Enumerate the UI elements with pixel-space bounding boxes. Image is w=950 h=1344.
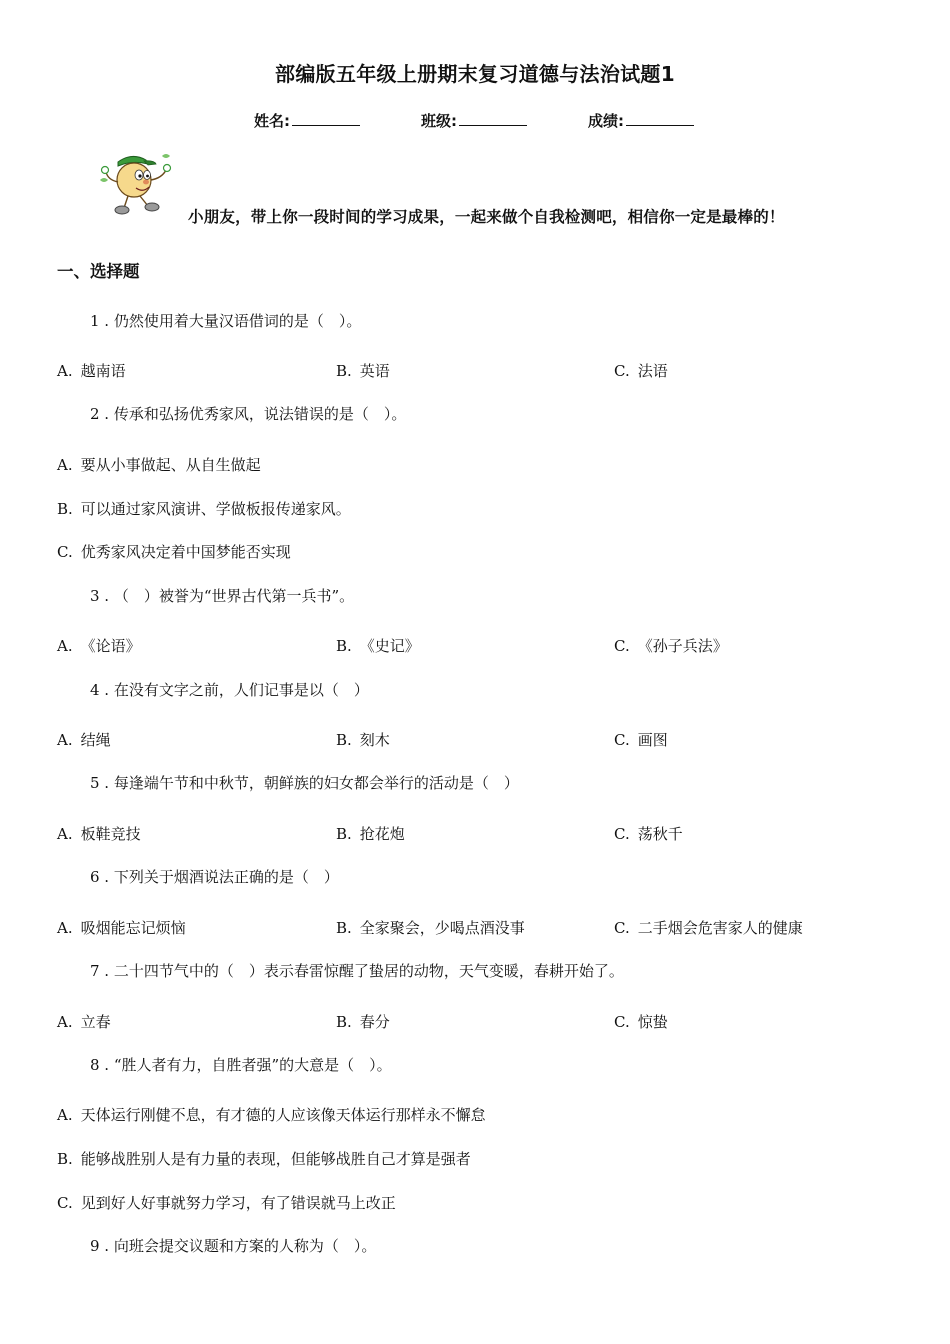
option-a[interactable]: A. 天体运行刚健不息，有才德的人应该像天体运行那样永不懈怠 bbox=[57, 1106, 486, 1124]
option-c[interactable]: C. 画图 bbox=[614, 731, 668, 749]
option-b[interactable]: B. 抢花炮 bbox=[336, 825, 405, 843]
page-title: 部编版五年级上册期末复习道德与法治试题1 bbox=[275, 62, 675, 86]
option-a[interactable]: A. 立春 bbox=[57, 1013, 111, 1031]
option-b[interactable]: B. 刻木 bbox=[336, 731, 390, 749]
question-stem: 6 . 下列关于烟酒说法正确的是（ ） bbox=[90, 868, 339, 886]
question-stem: 5 . 每逢端午节和中秋节，朝鲜族的妇女都会举行的活动是（ ） bbox=[90, 774, 519, 792]
score-blank[interactable] bbox=[626, 111, 694, 126]
option-c[interactable]: C. 荡秋千 bbox=[614, 825, 683, 843]
question-stem: 8 . “胜人者有力，自胜者强”的大意是（ ）。 bbox=[90, 1056, 392, 1074]
option-b[interactable]: B. 春分 bbox=[336, 1013, 390, 1031]
mascot-cartoon-icon bbox=[96, 150, 176, 218]
question-stem: 4 . 在没有文字之前，人们记事是以（ ） bbox=[90, 681, 369, 699]
option-a[interactable]: A. 吸烟能忘记烦恼 bbox=[57, 919, 186, 937]
option-c[interactable]: C. 见到好人好事就努力学习，有了错误就马上改正 bbox=[57, 1194, 396, 1212]
class-field[interactable] bbox=[421, 110, 527, 131]
encouragement-text: 小朋友，带上你一段时间的学习成果，一起来做个自我检测吧，相信你一定是最棒的！ bbox=[188, 208, 785, 226]
option-a[interactable]: A. 结绳 bbox=[57, 731, 111, 749]
option-c[interactable]: C. 《孙子兵法》 bbox=[614, 637, 728, 655]
question-stem: 2 . 传承和弘扬优秀家风，说法错误的是（ ）。 bbox=[90, 405, 407, 423]
section-title-choice: 一、选择题 bbox=[57, 262, 140, 281]
option-a[interactable]: A. 《论语》 bbox=[57, 637, 141, 655]
option-a[interactable]: A. 板鞋竞技 bbox=[57, 825, 141, 843]
option-c[interactable]: C. 惊蛰 bbox=[614, 1013, 668, 1031]
question-stem: 1 . 仍然使用着大量汉语借词的是（ ）。 bbox=[90, 312, 362, 330]
name-field[interactable] bbox=[254, 110, 360, 131]
question-stem: 7 . 二十四节气中的（ ）表示春雷惊醒了蛰居的动物，天气变暖，春耕开始了。 bbox=[90, 962, 624, 980]
option-b[interactable]: B. 《史记》 bbox=[336, 637, 420, 655]
option-a[interactable]: A. 越南语 bbox=[57, 362, 126, 380]
option-c[interactable]: C. 二手烟会危害家人的健康 bbox=[614, 919, 803, 937]
option-c[interactable]: C. 优秀家风决定着中国梦能否实现 bbox=[57, 543, 291, 561]
option-c[interactable]: C. 法语 bbox=[614, 362, 668, 380]
question-stem: 3 . （ ）被誉为“世界古代第一兵书”。 bbox=[90, 587, 355, 605]
option-b[interactable]: B. 英语 bbox=[336, 362, 390, 380]
option-b[interactable]: B. 全家聚会，少喝点酒没事 bbox=[336, 919, 525, 937]
question-stem: 9 . 向班会提交议题和方案的人称为（ ）。 bbox=[90, 1237, 377, 1255]
class-blank[interactable] bbox=[459, 111, 527, 126]
score-field[interactable] bbox=[588, 110, 694, 131]
name-blank[interactable] bbox=[292, 111, 360, 126]
option-b[interactable]: B. 可以通过家风演讲、学做板报传递家风。 bbox=[57, 500, 351, 518]
option-b[interactable]: B. 能够战胜别人是有力量的表现，但能够战胜自己才算是强者 bbox=[57, 1150, 471, 1168]
name-label: 姓名: bbox=[254, 112, 290, 130]
option-a[interactable]: A. 要从小事做起、从自生做起 bbox=[57, 456, 261, 474]
score-label: 成绩: bbox=[588, 112, 624, 130]
class-label: 班级: bbox=[421, 112, 457, 130]
